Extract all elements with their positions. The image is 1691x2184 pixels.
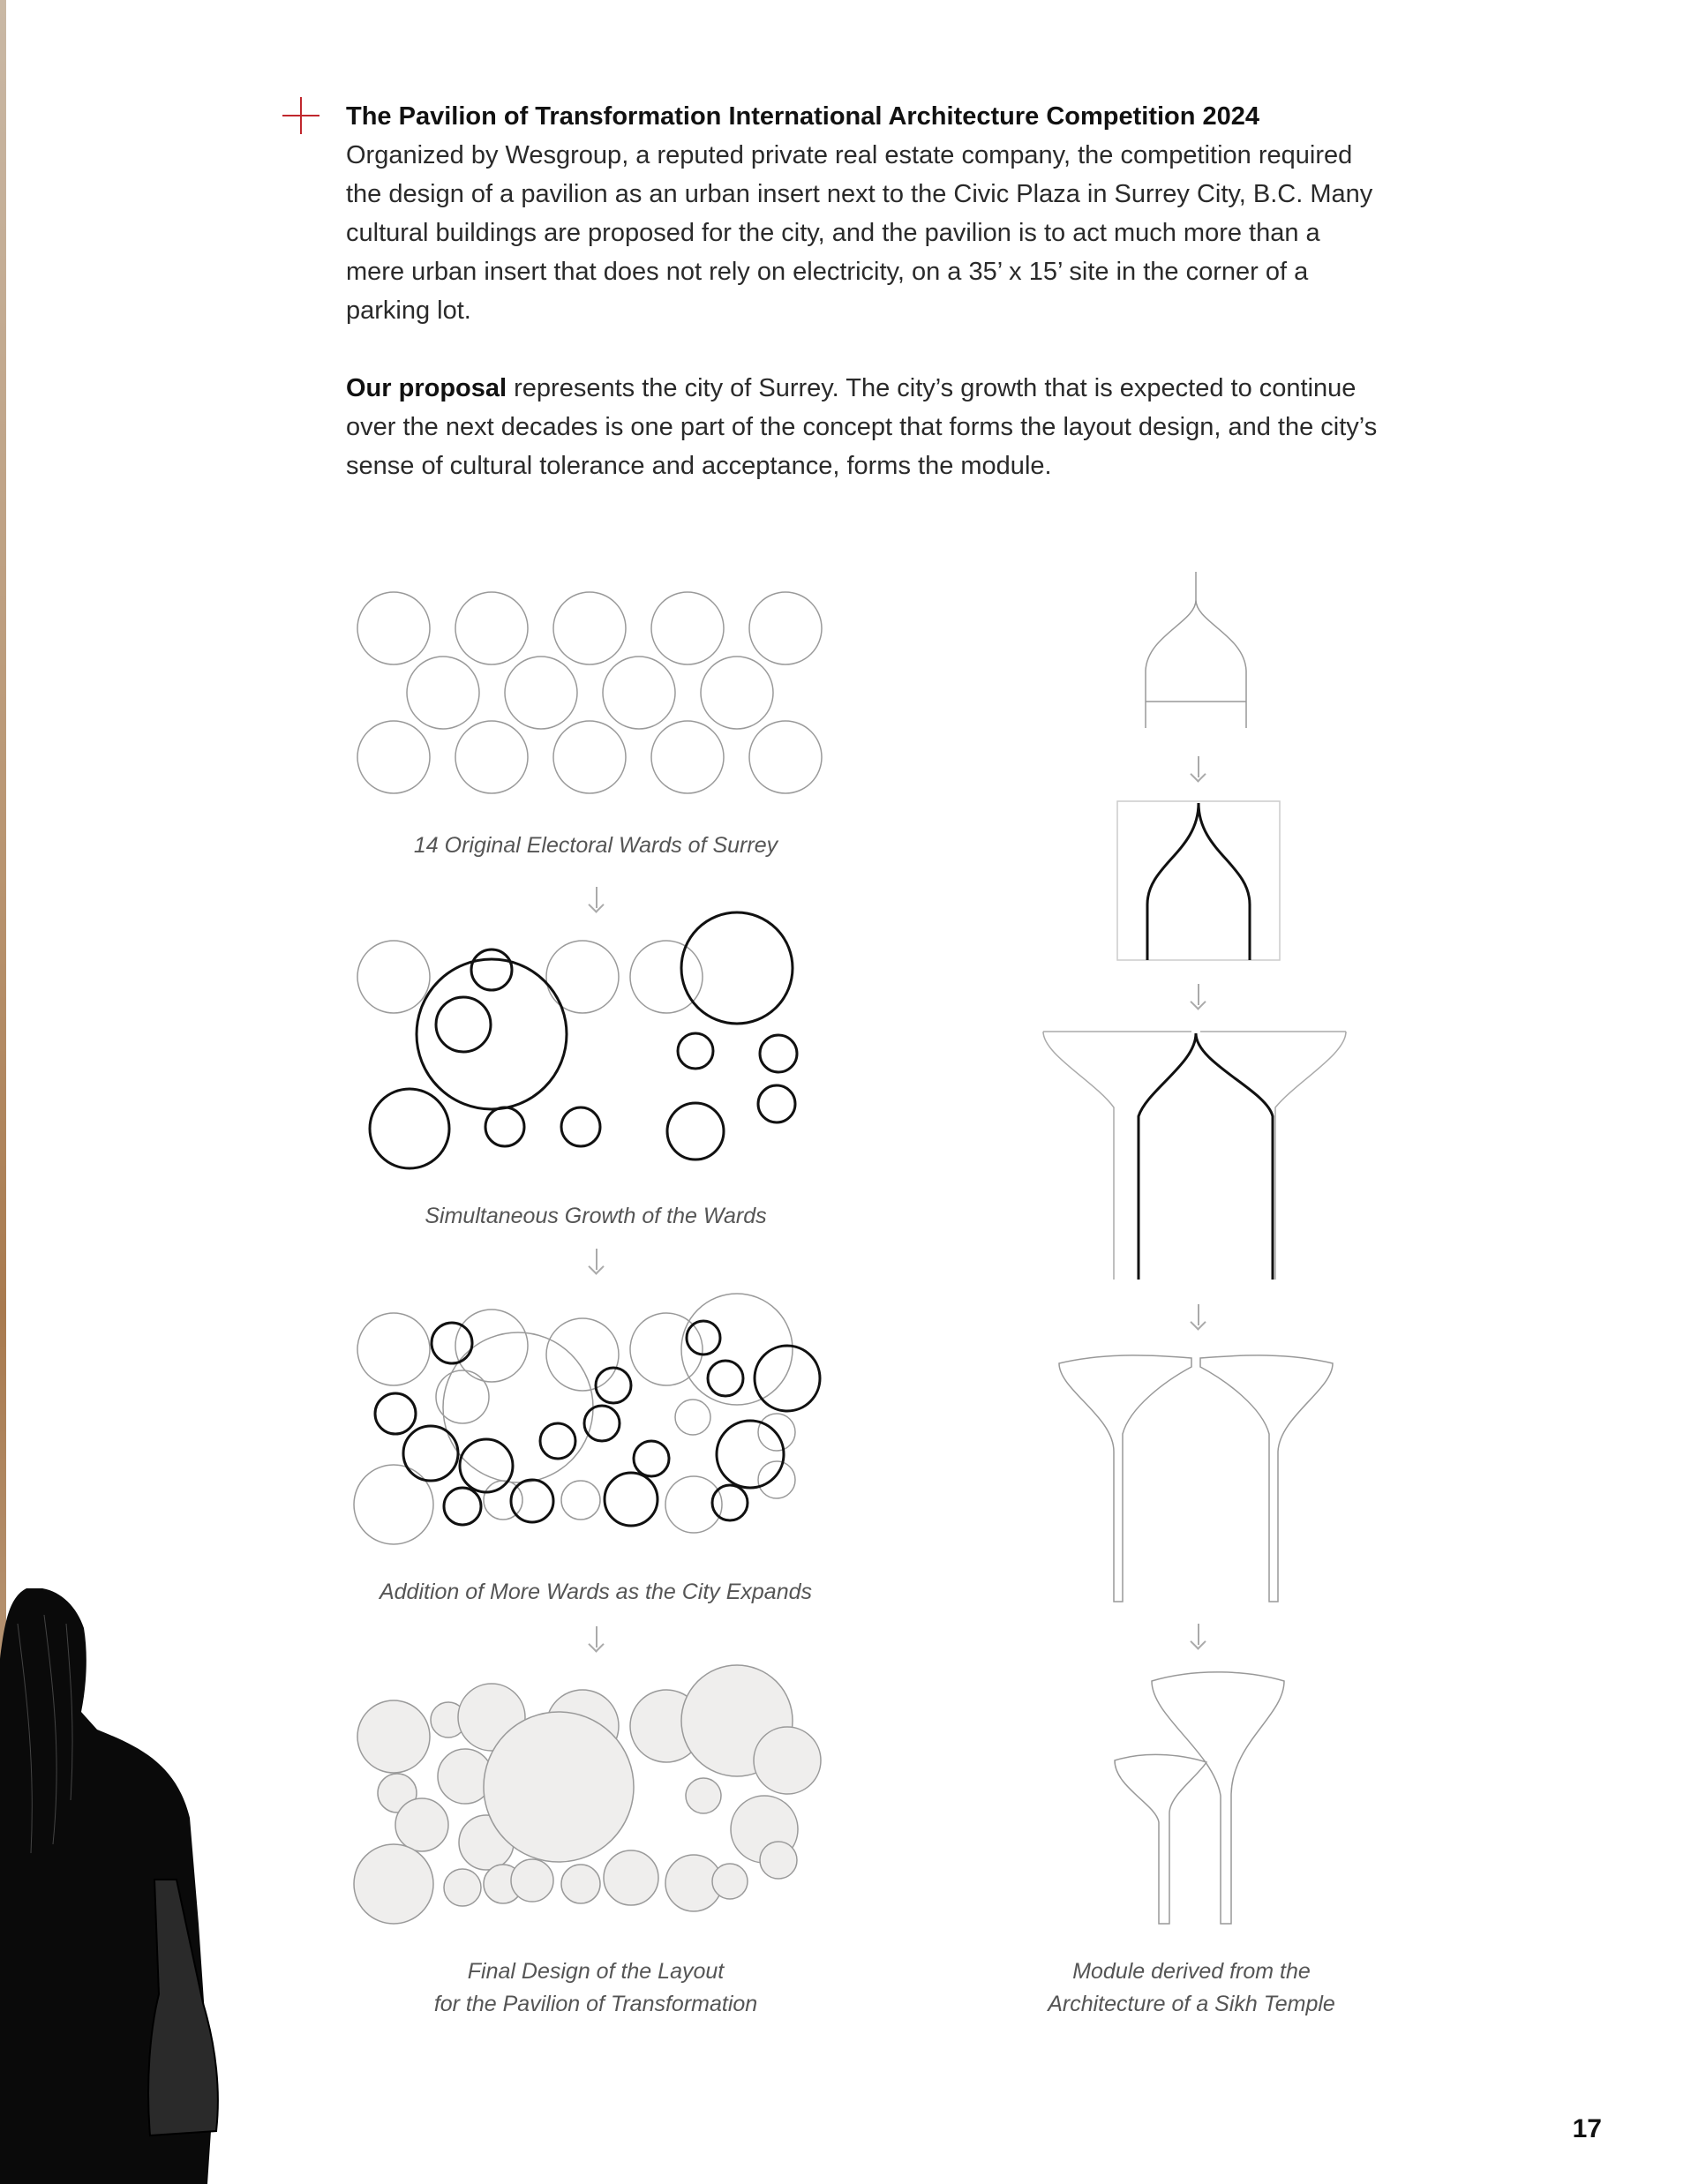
original-wards-diagram — [344, 582, 838, 812]
caption-module-line2: Architecture of a Sikh Temple — [1048, 1992, 1335, 2016]
caption-module-line1: Module derived from the — [1072, 1959, 1311, 1984]
caption-final-layout-line1: Final Design of the Layout — [467, 1959, 725, 1984]
twin-canopy-diagram — [1050, 1346, 1342, 1606]
caption-module — [980, 1955, 1403, 2021]
dome-outline-diagram — [1121, 565, 1271, 732]
down-arrow-icon — [586, 1249, 607, 1275]
down-arrow-icon — [1188, 756, 1209, 783]
down-arrow-icon — [1188, 984, 1209, 1010]
caption-ward-growth: Simultaneous Growth of the Wards — [425, 1204, 767, 1228]
module-diagram — [1108, 1663, 1302, 1928]
split-arch-diagram — [1041, 1028, 1350, 1284]
final-layout-diagram — [344, 1668, 838, 1933]
caption-final-layout — [344, 1955, 847, 2021]
page-number: 17 — [1572, 2114, 1602, 2143]
proposal-lead: Our proposal — [346, 374, 507, 402]
ward-growth-diagram — [344, 909, 838, 1174]
down-arrow-icon — [1188, 1624, 1209, 1650]
down-arrow-icon — [1188, 1304, 1209, 1331]
down-arrow-icon — [586, 1626, 607, 1653]
proposal-paragraph — [346, 369, 1379, 485]
person-silhouette-image — [0, 1588, 238, 2184]
dome-section-diagram — [1112, 799, 1280, 962]
ward-addition-diagram — [344, 1288, 838, 1553]
proposal-text: represents the city of Surrey. The city’s growth that is expected to continue over the next decades is one part of the concept that forms the layout design, and the city’s sense of cultural tolerance and acceptance, forms the module. — [346, 374, 1378, 480]
competition-heading: The Pavilion of Transformation International Architecture Competition 2024 — [346, 102, 1260, 131]
caption-ward-addition: Addition of More Wards as the City Expands — [379, 1580, 813, 1604]
caption-original-wards: 14 Original Electoral Wards of Surrey — [413, 833, 778, 858]
plus-icon — [282, 97, 319, 134]
intro-paragraph: Organized by Wesgroup, a reputed private real estate company, the competition required the design of a pavilion as an urban insert next to the Civic Plaza in Surrey City, B.C. Many cultural buildings are proposed for the city, and the pavilion is to act much more than a mere urban insert that does not rely on electricity, on a 35’ x 15’ site in the corner of a parking lot. — [346, 141, 1373, 325]
caption-final-layout-line2: for the Pavilion of Transformation — [433, 1992, 758, 2016]
intro-section — [346, 97, 1379, 485]
